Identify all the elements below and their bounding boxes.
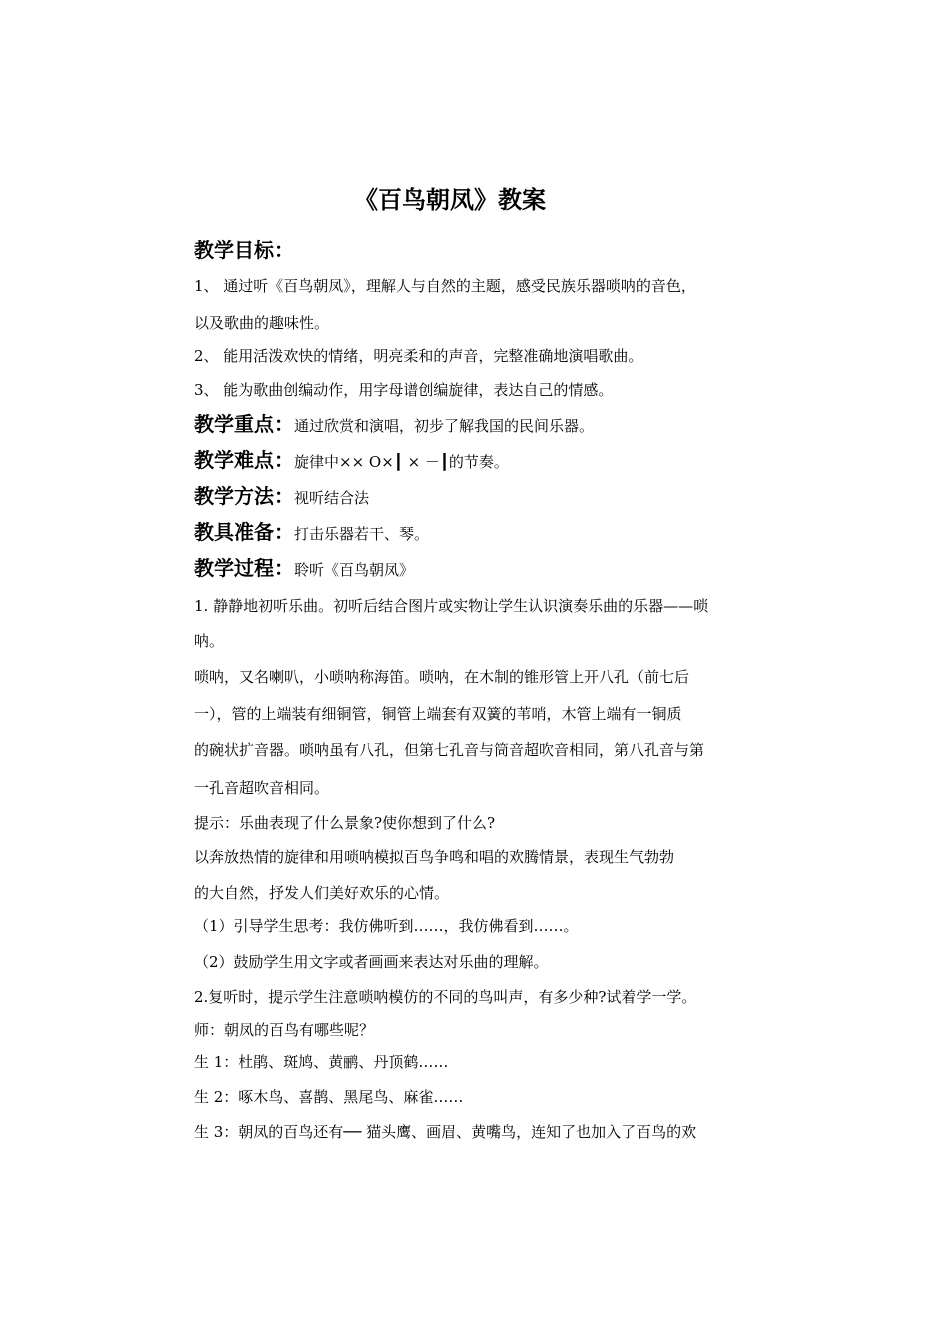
objective-line: 以及歌曲的趣味性。 (194, 314, 330, 332)
process-line: 唢呐，又名喇叭，小唢呐称海笛。唢呐，在木制的锥形管上开八孔（前七后 (194, 668, 690, 686)
process-line: 生 2：啄木鸟、喜鹊、黑尾鸟、麻雀…… (194, 1088, 464, 1106)
methods-row (194, 484, 769, 510)
difficulties-label: 教学难点： (194, 448, 294, 472)
process-line: 一），管的上端装有细铜管，铜管上端套有双簧的苇哨，木管上端有一铜质 (194, 705, 682, 723)
tools-label: 教具准备： (194, 520, 294, 544)
process-line: （2）鼓励学生用文字或者画画来表达对乐曲的理解。 (194, 953, 549, 971)
objective-line: 3、 能为歌曲创编动作，用字母谱创编旋律，表达自己的情感。 (194, 381, 614, 399)
key-points-label: 教学重点： (194, 412, 294, 436)
objectives-heading: 教学目标： (194, 238, 294, 262)
process-line: 提示：乐曲表现了什么景象?使你想到了什么? (194, 814, 496, 832)
process-line: 生 1：杜鹃、斑鸠、黄鹂、丹顶鹤…… (194, 1053, 449, 1071)
process-line: 一孔音超吹音相同。 (194, 779, 330, 797)
document-title: 《百鸟朝凤》教案 (354, 185, 546, 214)
methods-label: 教学方法： (194, 484, 294, 508)
process-line: 师：朝凤的百鸟有哪些呢？ (194, 1021, 375, 1039)
objective-line: 2、 能用活泼欢快的情绪，明亮柔和的声音，完整准确地演唱歌曲。 (194, 347, 644, 365)
objective-line: 1、 通过听《百鸟朝凤》，理解人与自然的主题，感受民族乐器唢呐的音色， (194, 277, 696, 295)
methods-text: 视听结合法 (294, 489, 370, 507)
process-line: 2.复听时，提示学生注意唢呐模仿的不同的鸟叫声，有多少种?试着学一学。 (194, 988, 697, 1006)
tools-row (194, 520, 769, 546)
process-line: （1）引导学生思考：我仿佛听到……，我仿佛看到……。 (194, 917, 579, 935)
process-text: 聆听《百鸟朝凤》 (294, 561, 415, 579)
process-line: 的大自然，抒发人们美好欢乐的心情。 (194, 884, 450, 902)
process-line: 生 3：朝凤的百鸟还有── 猫头鹰、画眉、黄嘴鸟，连知了也加入了百鸟的欢 (194, 1123, 697, 1141)
process-line: 呐。 (194, 632, 225, 650)
difficulties-row (194, 448, 769, 474)
key-points-text: 通过欣赏和演唱，初步了解我国的民间乐器。 (294, 417, 595, 435)
process-line: 以奔放热情的旋律和用唢呐模拟百鸟争鸣和唱的欢腾情景，表现生气勃勃 (194, 848, 675, 866)
key-points-row (194, 412, 769, 438)
tools-text: 打击乐器若干、琴。 (294, 525, 430, 543)
process-row (194, 556, 769, 582)
process-label: 教学过程： (194, 556, 294, 580)
process-line: 1. 静静地初听乐曲。初听后结合图片或实物让学生认识演奏乐曲的乐器——唢 (194, 597, 709, 615)
difficulties-text: 旋律中×× O×┃ × －┃的节奏。 (294, 453, 509, 471)
process-line: 的碗状扩音器。唢呐虽有八孔，但第七孔音与筒音超吹音相同，第八孔音与第 (194, 741, 705, 759)
